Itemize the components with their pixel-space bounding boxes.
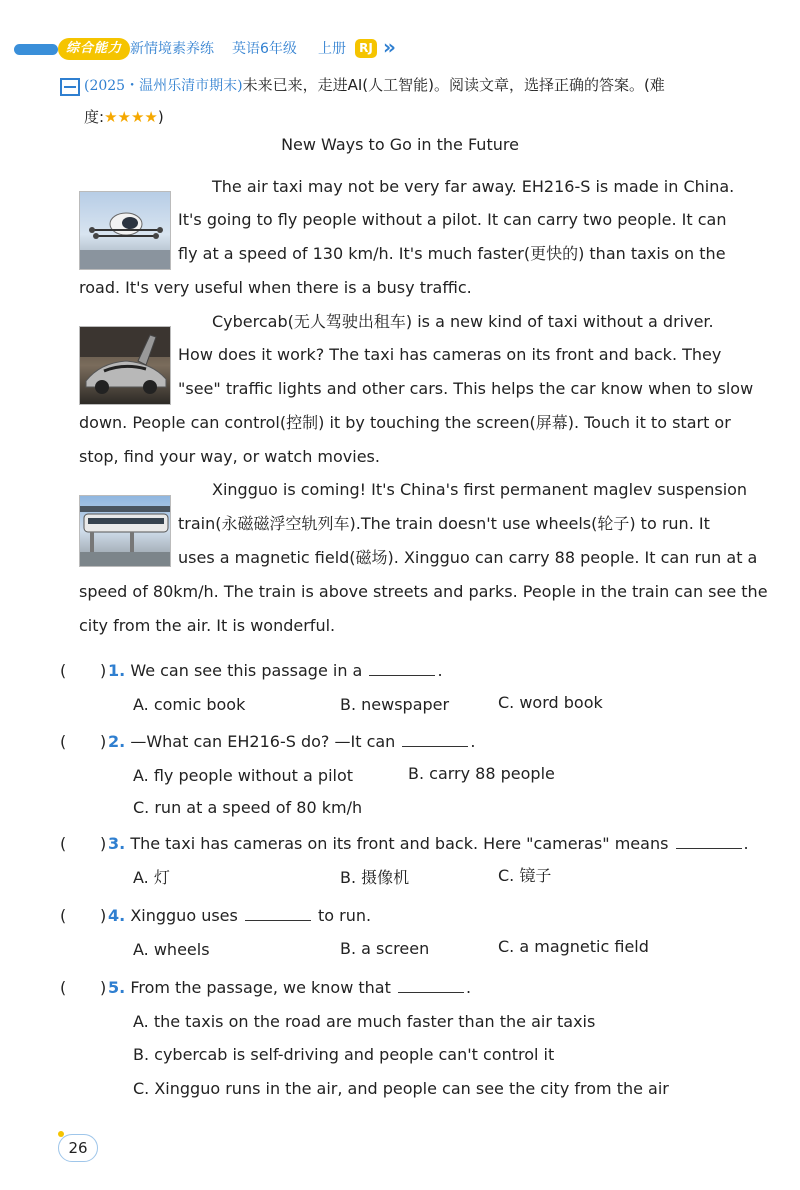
stem-text: —What can EH216-S do? —It can — [130, 732, 396, 751]
q4-option-c: C. a magnetic field — [498, 937, 649, 956]
question-4-stem — [108, 905, 371, 927]
page-number: 26 — [58, 1134, 98, 1162]
edition-badge: RJ — [355, 39, 377, 58]
p2-line-4: down. People can control(控制) it by touching the screen(屏幕). Touch it to start or — [79, 413, 731, 432]
answer-slot-close-3: ) — [100, 834, 107, 853]
stem-text: Xingguo uses — [130, 906, 238, 925]
question-number: 2. — [108, 732, 126, 751]
q3-option-c: C. 镜子 — [498, 866, 552, 885]
series-title: 新情境素养练 — [130, 41, 214, 57]
p2-line-5: stop, find your way, or watch movies. — [79, 447, 380, 466]
p1-line-3: fly at a speed of 130 km/h. It's much faster(更快的) than taxis on the — [178, 244, 726, 263]
q1-option-a: A. comic book — [133, 695, 246, 714]
stem-text-after: . — [743, 834, 749, 853]
p1-line-2: It's going to fly people without a pilot. It can carry two people. It can — [178, 210, 727, 229]
q5-option-b: B. cybercab is self-driving and people can't control it — [133, 1045, 555, 1064]
p3-line-4: speed of 80km/h. The train is above streets and parks. People in the train can see the — [79, 582, 768, 601]
p3-line-5: city from the air. It is wonderful. — [79, 616, 336, 635]
stem-text: The taxi has cameras on its front and back. Here "cameras" means — [130, 834, 669, 853]
header-accent-bar — [14, 44, 58, 55]
answer-blank — [676, 834, 742, 849]
p1-line-4: road. It's very useful when there is a busy traffic. — [79, 278, 472, 297]
p2-line-2: How does it work? The taxi has cameras on its front and back. They — [178, 345, 722, 364]
p3-line-1: Xingguo is coming! It's China's first permanent maglev suspension — [212, 480, 748, 499]
question-box-icon — [60, 78, 80, 96]
question-number: 4. — [108, 906, 126, 925]
question-source: (2025・温州乐清市期末) — [84, 78, 243, 94]
stem-text-after: . — [465, 978, 472, 997]
instruction-text: 未来已来，走进AI(人工智能)。阅读文章，选择正确的答案。(难 — [242, 76, 665, 94]
q4-option-a: A. wheels — [133, 940, 210, 959]
difficulty-label: 度: — [84, 108, 105, 126]
question-1-stem — [108, 660, 443, 682]
answer-slot-close-2: ) — [100, 732, 107, 751]
stem-text-after: . — [470, 732, 476, 751]
answer-slot-open-4: ( — [60, 906, 67, 925]
subject-grade: 英语6年级 — [232, 41, 297, 57]
volume-label: 上册 — [318, 41, 346, 57]
answer-slot-open-3: ( — [60, 834, 67, 853]
p2-line-1: Cybercab(无人驾驶出租车) is a new kind of taxi without a driver. — [212, 312, 714, 331]
cybercab-image — [79, 326, 171, 405]
stem-text-after: to run. — [318, 906, 372, 925]
answer-blank — [369, 661, 435, 676]
p2-line-3: "see" traffic lights and other cars. This helps the car know when to slow — [178, 379, 754, 398]
q1-option-b: B. newspaper — [340, 695, 450, 714]
question-number: 3. — [108, 834, 126, 853]
answer-blank — [402, 732, 468, 747]
answer-slot-close-5: ) — [100, 978, 107, 997]
answer-slot-close-1: ) — [100, 661, 107, 680]
q4-option-b: B. a screen — [340, 939, 430, 958]
passage-title: New Ways to Go in the Future — [281, 135, 519, 154]
stem-text: From the passage, we know that — [130, 978, 391, 997]
p3-line-2: train(永磁磁浮空轨列车).The train doesn't use wheels(轮子) to run. It — [178, 514, 710, 533]
p1-line-1: The air taxi may not be very far away. EH216-S is made in China. — [212, 177, 735, 196]
air-taxi-image — [79, 191, 171, 270]
difficulty-line — [84, 106, 164, 128]
q3-option-a: A. 灯 — [133, 868, 170, 887]
question-number: 1. — [108, 661, 126, 680]
question-number: 5. — [108, 978, 126, 997]
maglev-train-image — [79, 495, 171, 567]
chevron-right-icon: » — [383, 35, 396, 59]
difficulty-close: ) — [157, 108, 164, 126]
question-3-stem — [108, 833, 749, 855]
stem-text-after: . — [437, 661, 443, 680]
difficulty-stars-icon: ★★★★ — [104, 108, 158, 126]
page-number-dot-icon — [58, 1131, 64, 1137]
q2-option-b: B. carry 88 people — [408, 764, 555, 783]
q5-option-a: A. the taxis on the road are much faster than the air taxis — [133, 1012, 596, 1031]
answer-blank — [398, 978, 464, 993]
answer-slot-open-2: ( — [60, 732, 67, 751]
answer-slot-open-5: ( — [60, 978, 67, 997]
question-2-stem — [108, 731, 476, 753]
answer-slot-open-1: ( — [60, 661, 67, 680]
answer-slot-close-4: ) — [100, 906, 107, 925]
p3-line-3: uses a magnetic field(磁场). Xingguo can carry 88 people. It can run at a — [178, 548, 758, 567]
question-5-stem — [108, 977, 471, 999]
q2-option-c: C. run at a speed of 80 km/h — [133, 798, 363, 817]
q5-option-c: C. Xingguo runs in the air, and people can see the city from the air — [133, 1079, 669, 1098]
answer-blank — [245, 906, 311, 921]
q3-option-b: B. 摄像机 — [340, 868, 410, 887]
q1-option-c: C. word book — [498, 693, 603, 712]
question-instruction — [84, 74, 665, 97]
brand-badge: 综合能力 — [58, 38, 130, 60]
stem-text: We can see this passage in a — [130, 661, 363, 680]
q2-option-a: A. fly people without a pilot — [133, 766, 354, 785]
